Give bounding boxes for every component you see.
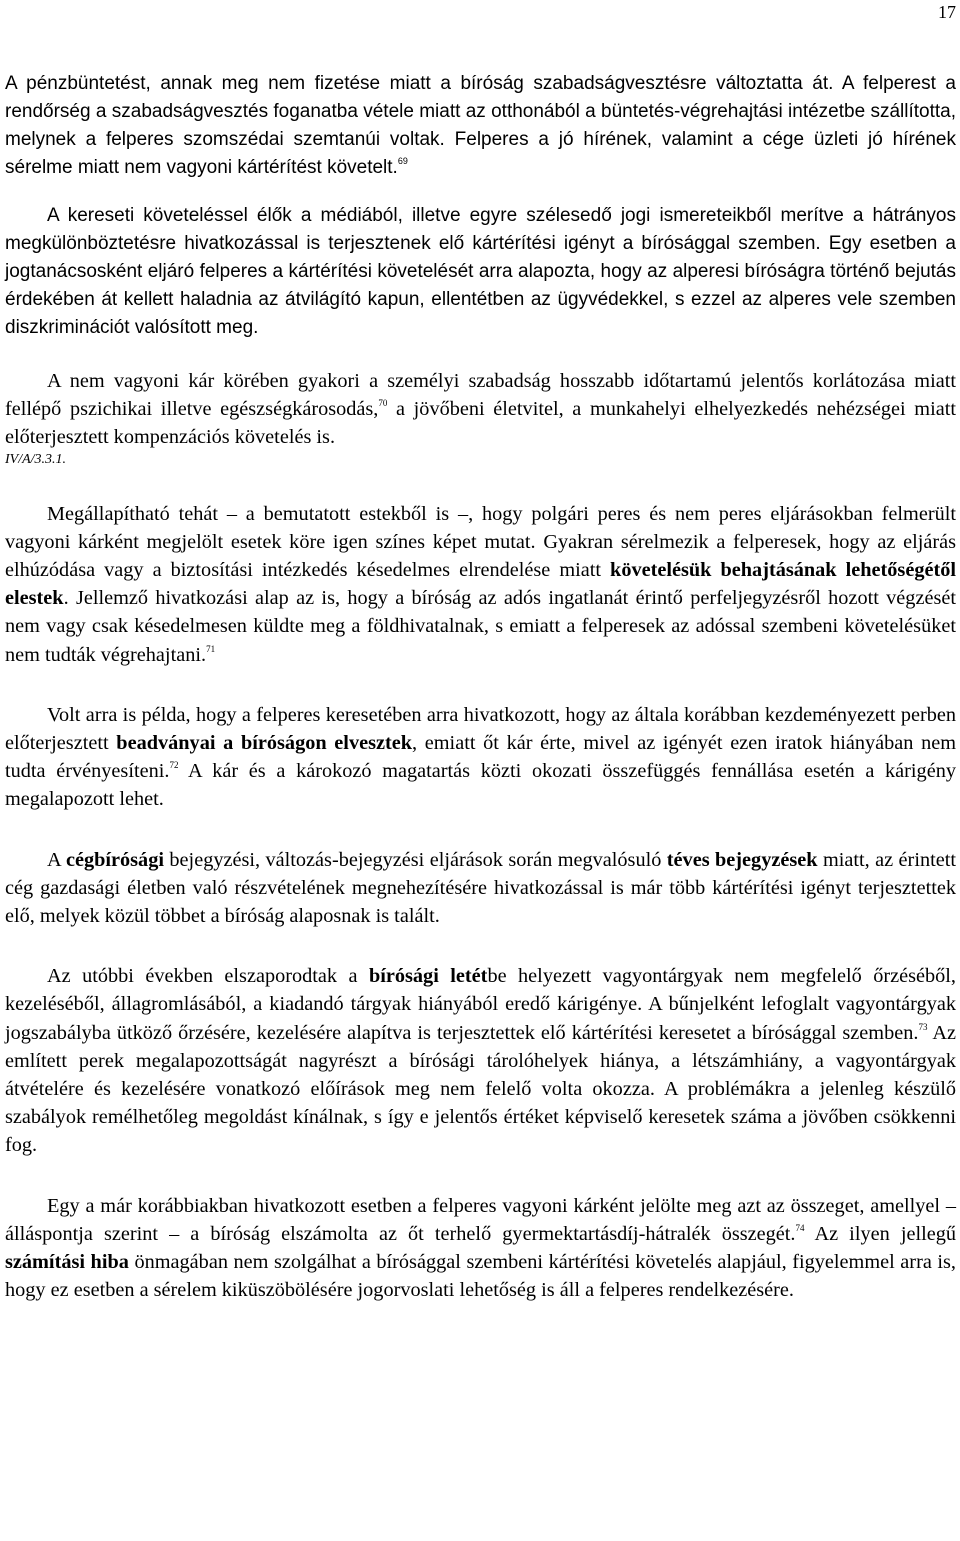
- paragraph-4: [5, 500, 956, 669]
- paragraph-6-bold-2: téves bejegyzések: [666, 848, 818, 871]
- paragraph-6-bold-1: cégbírósági: [65, 848, 164, 871]
- section-heading: IV/A/3.3.1.: [5, 451, 67, 467]
- footnote-ref-72: 72: [169, 760, 179, 771]
- paragraph-5-text-b: , emiatt őt kár érte, mivel az igényét ezen iratok hiányában nem tudta érvényesíteni.: [5, 732, 957, 783]
- paragraph-7-bold: bírósági letét: [368, 965, 488, 988]
- paragraph-1-text: A pénzbüntetést, annak meg nem fizetése miatt a bíróság szabadságvesztésre változtatta át. A felperest a rendőrség a szabadságvesztés foganatba vétele miatt az otthonából a büntetés-végrehajtási intézetbe szállította, melynek a felperes szomszédai szemtanúi voltak. Felperes a jó hírének, valamint a cége üzleti jó hírének sérelme miatt nem vagyoni kártérítést követelt.: [5, 73, 956, 178]
- paragraph-5: [5, 701, 956, 814]
- paragraph-8-text-b: Az ilyen jellegű: [804, 1222, 957, 1245]
- paragraph-7: [5, 962, 956, 1159]
- footnote-ref-74: 74: [795, 1222, 805, 1233]
- document-body: [5, 70, 956, 1304]
- paragraph-2: [5, 202, 956, 342]
- paragraph-8-text-c: önmagában nem szolgálhat a bírósággal szembeni kártérítési követelés alapjául, figyelemmel arra is, hogy ez esetben a sérelem kiküszöbölésére jogorvoslati lehetőség is áll a felperes rendelkezésére.: [5, 1251, 956, 1302]
- paragraph-7-text-a: Az utóbbi években elszaporodtak a: [47, 965, 369, 988]
- page-number: 17: [938, 2, 956, 22]
- paragraph-4-text-a: Megállapítható tehát – a bemutatott estekből is –, hogy polgári peres és nem peres eljárásokban felmerült vagyoni kárként megjelölt esetek köre igen színes képet mutat. Gyakran sérelmezik a felperesek, hogy az eljárás elhúzódása vagy a biztosítási intézkedés késedelmes elrendelése miatt: [5, 502, 956, 582]
- paragraph-6: [5, 846, 956, 931]
- paragraph-4-text-b: . Jellemző hivatkozási alap az is, hogy a bíróság az adós ingatlanát érintő perfeljegyzésről hozott végzését nem vagy csak késedelmesen küldte meg a földhivatalnak, s emiatt a felperesek az adóssal szembeni követelésüket nem tudták végrehajtani.: [5, 587, 956, 666]
- paragraph-5-bold: beadványai a bíróságon elvesztek: [116, 732, 413, 755]
- paragraph-3-text-b: a jövőbeni életvitel, a munkahelyi elhelyezkedés nehézségei miatt előterjesztett kompenzációs követelés is.: [5, 398, 956, 449]
- paragraph-5-text-a: Volt arra is példa, hogy a felperes keresetében arra hivatkozott, hogy az általa korábban kezdeményezett perben előterjesztett: [5, 703, 956, 755]
- paragraph-6-text-a: A: [47, 848, 66, 871]
- paragraph-8: [5, 1192, 956, 1305]
- footnote-ref-70: 70: [378, 398, 388, 409]
- paragraph-2-text: A kereseti követeléssel élők a médiából, illetve egyre szélesedő jogi ismereteikből merítve a hátrányos megkülönböztetésre hivatkozással is terjesztenek elő kártérítési igényt a bírósággal szemben. Egy esetben a jogtanácsosként eljáró felperes a kártérítési követelését arra alapozta, hogy az alperesi bíróságra történő bejutás érdekében át kellett haladnia az átvilágító kapun, ellentétben az ügyvédekkel, s ezzel az alperes vele szemben diszkriminációt valósított meg.: [5, 205, 956, 338]
- footnote-ref-73: 73: [918, 1021, 928, 1032]
- paragraph-7-text-b: be helyezett vagyontárgyak nem megfelelő őrzéséből, kezeléséből, állagromlásából, a kiadandó tárgyak hiányából eredő kárigénye. A bűnjelként lefoglalt vagyontárgyak jogszabályba ütköző őrzésére, kezelésére alapítva is terjesztettek elő kártérítési keresetet a bírósággal szemben.: [5, 965, 956, 1044]
- paragraph-8-bold: számítási hiba: [5, 1251, 129, 1274]
- paragraph-6-text-c: miatt, az érintett cég gazdasági életben való részvételének megnehezítésére hivatkozással is már több kártérítési igényt terjesztettek elő, melyek közül többet a bíróság alaposnak is talált.: [5, 848, 956, 928]
- footnote-ref-69: 69: [397, 156, 408, 166]
- paragraph-5-text-c: A kár és a károkozó magatartás közti okozati összefüggés fennállása esetén a kárigény megalapozott lehet.: [5, 760, 956, 811]
- paragraph-4-bold: követelésük behajtásának lehetőségétől elestek: [5, 559, 956, 610]
- paragraph-3-text-a: A nem vagyoni kár körében gyakori a személyi szabadság hosszabb időtartamú jelentős korlátozása miatt fellépő pszichikai illetve egészségkárosodás,: [5, 370, 956, 421]
- paragraph-1: [5, 70, 956, 182]
- paragraph-7-text-c: Az említett perek megalapozottságát nagyrészt a bírósági tárolóhelyek hiánya, a létszámhiány, a vagyontárgyak átvételére és kezelésére vonatkozó előírások meg nem felelő volta okozza. A problémákra a jelenleg készülő szabályok remélhetőleg megoldást kínálnak, s így e jelentős értéket képviselő keresetek száma a jövőben csökkenni fog.: [5, 1021, 956, 1157]
- footnote-ref-71: 71: [206, 643, 216, 654]
- paragraph-8-text-a: Egy a már korábbiakban hivatkozott esetben a felperes vagyoni kárként jelölte meg azt az összeget, amellyel – álláspontja szerint – a bíróság elszámolta az őt terhelő gyermektartásdíj-hátralék összegét.: [5, 1194, 956, 1245]
- paragraph-6-text-b: bejegyzési, változás-bejegyzési eljárások során megvalósuló: [163, 848, 667, 871]
- paragraph-3: [5, 367, 956, 452]
